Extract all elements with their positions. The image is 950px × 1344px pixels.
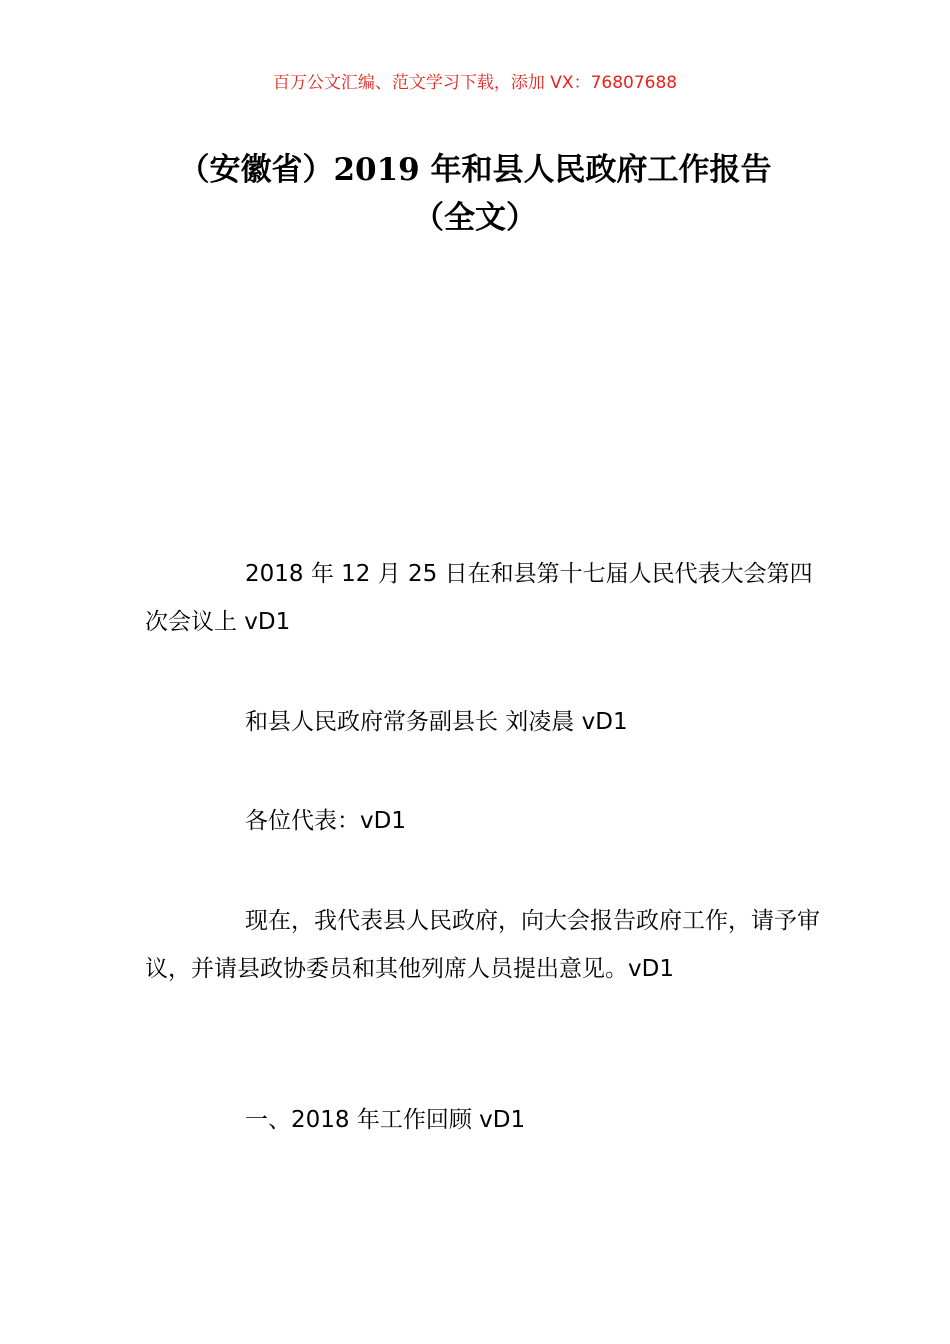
document-title (100, 146, 850, 242)
intro-paragraph: 现在，我代表县人民政府，向大会报告政府工作，请予审议，并请县政协委员和其他列席人员提出意见。vD1 (145, 908, 820, 982)
document-title-line-1: （安徽省）2019 年和县人民政府工作报告 (178, 152, 772, 188)
header-watermark-note: 百万公文汇编、范文学习下载，添加 VX：76807688 (272, 73, 678, 93)
section-heading-paragraph: 一、2018 年工作回顾 vD1 (245, 1107, 526, 1133)
document-title-line-2: （全文） (413, 200, 537, 236)
salutation-paragraph: 各位代表：vD1 (245, 808, 406, 834)
meeting-info-paragraph: 2018 年 12 月 25 日在和县第十七届人民代表大会第四次会议上 vD1 (145, 561, 813, 635)
speaker-paragraph: 和县人民政府常务副县长 刘凌晨 vD1 (245, 709, 628, 735)
